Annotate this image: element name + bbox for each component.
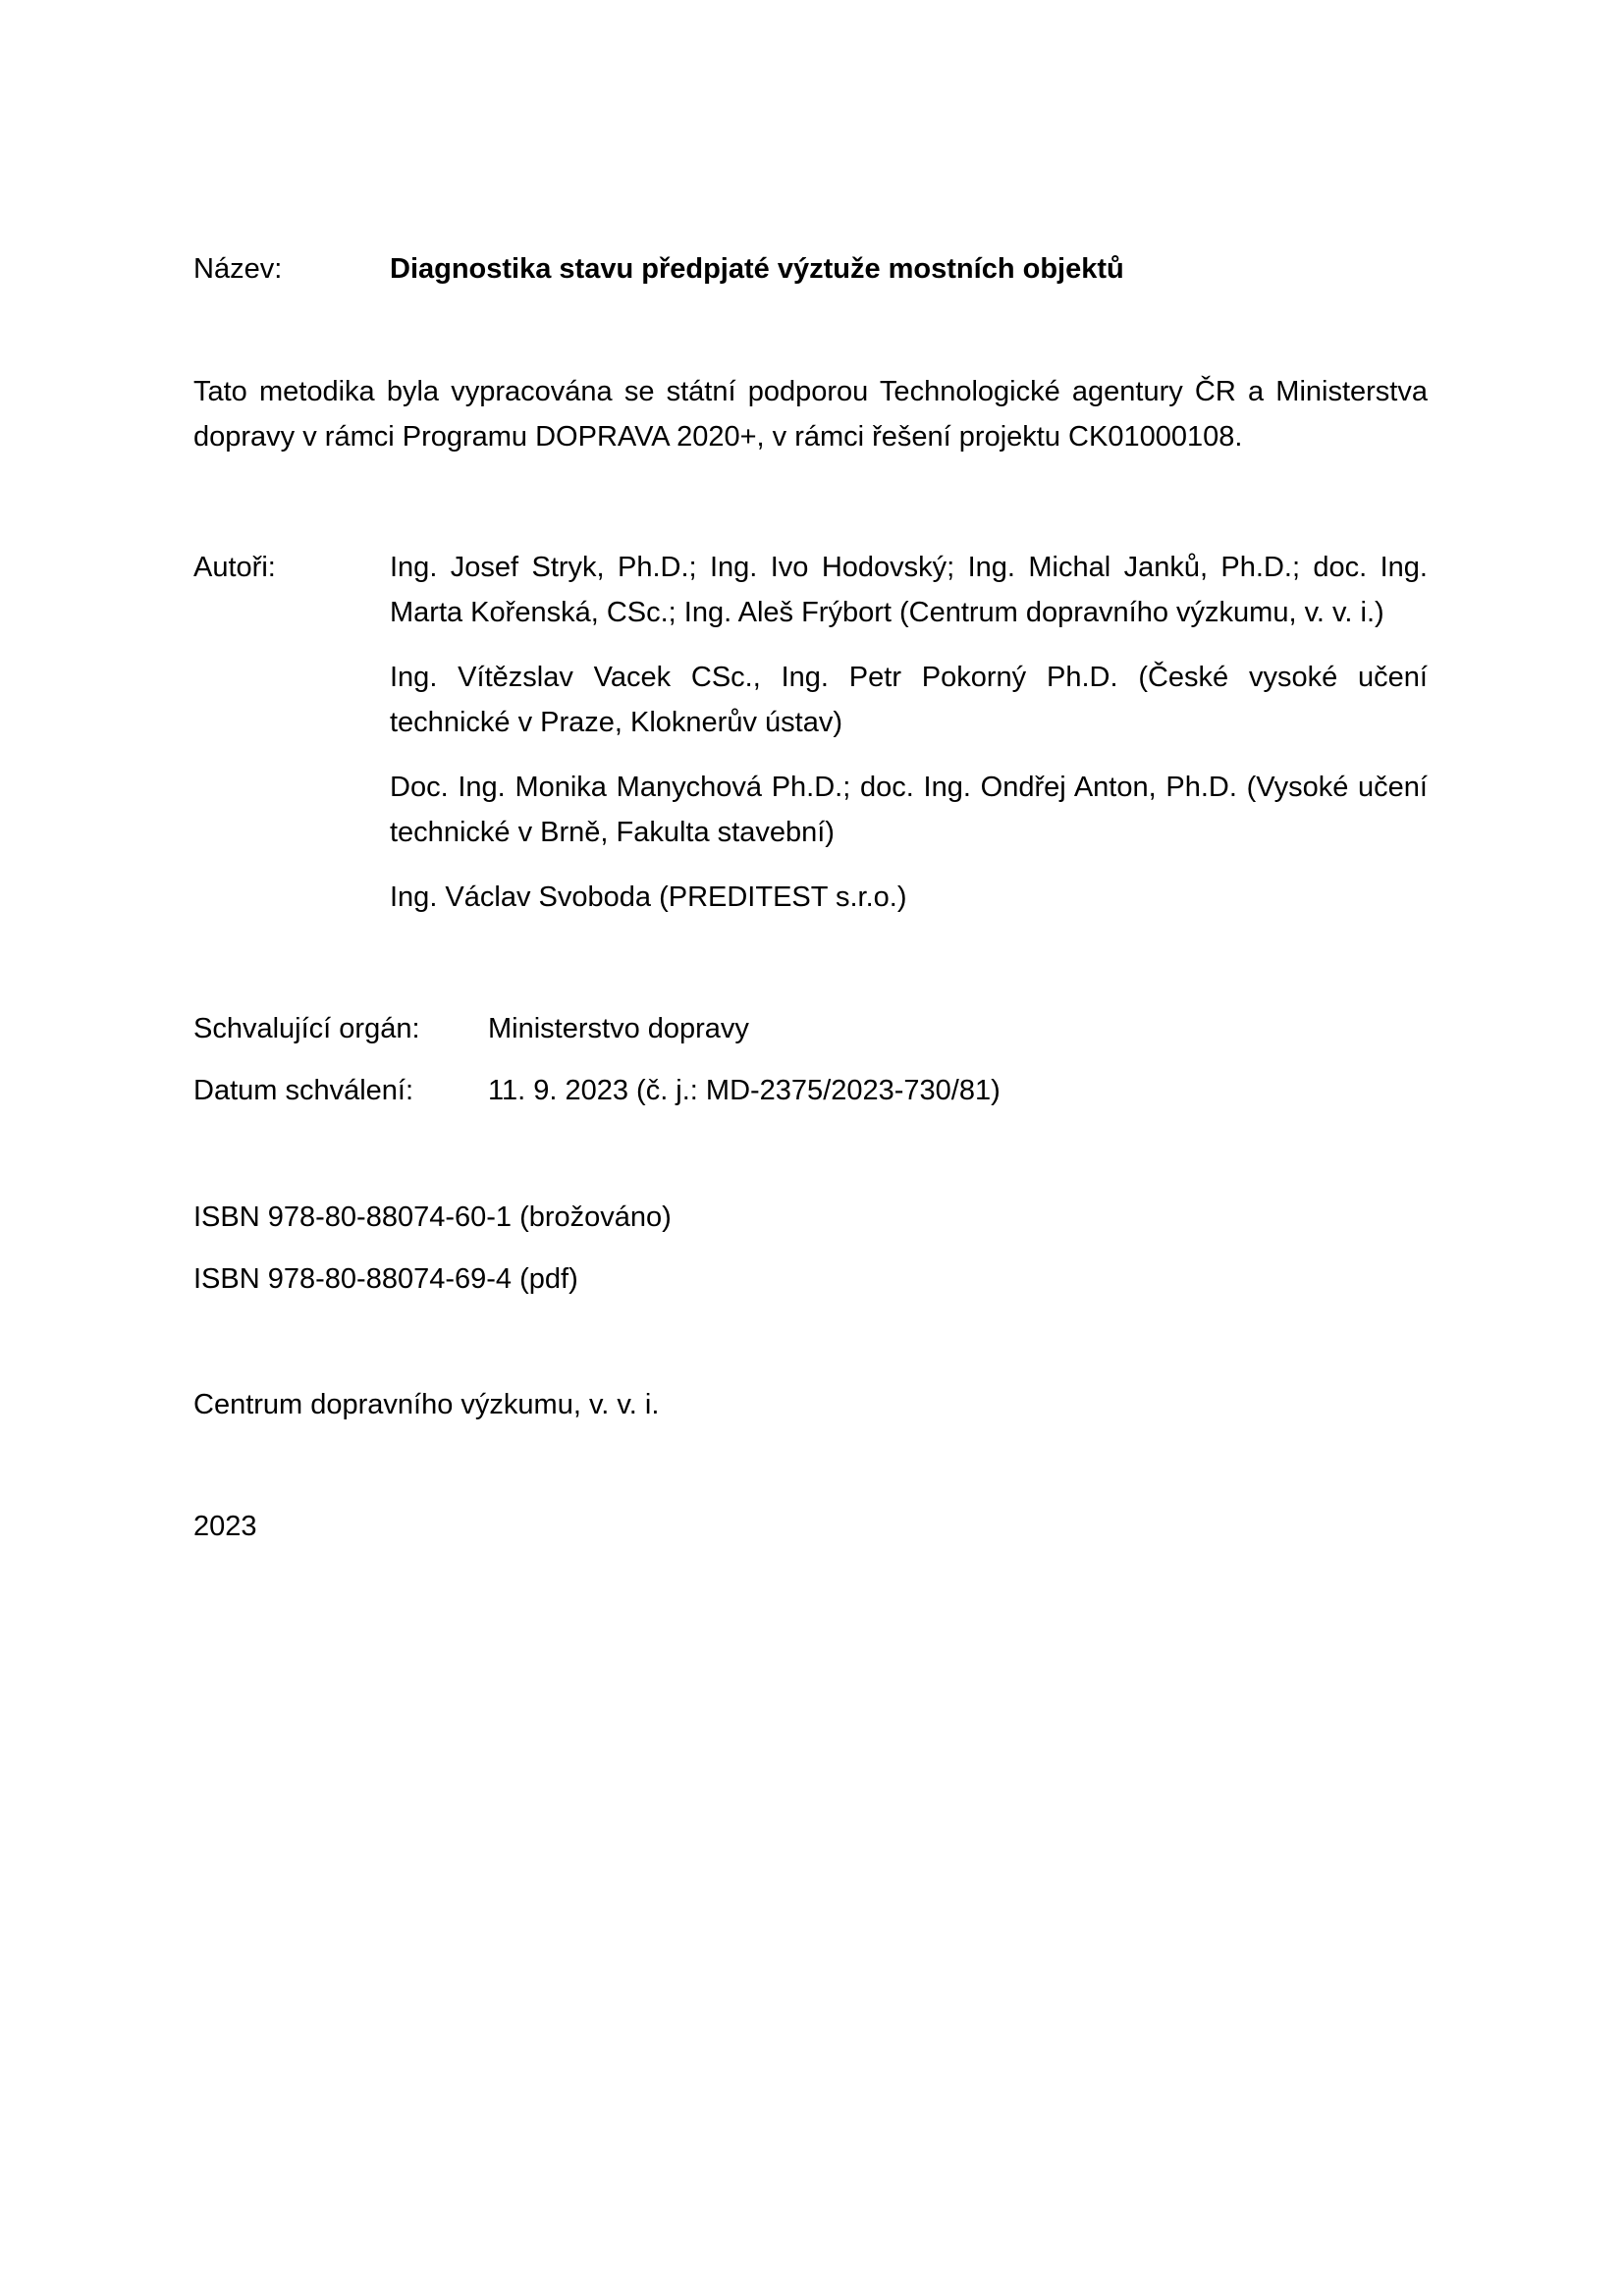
author-group: Doc. Ing. Monika Manychová Ph.D.; doc. Ing. Ondřej Anton, Ph.D. (Vysoké učení technické v Brně, Fakulta stavební) [390, 772, 1428, 848]
author-group: Ing. Václav Svoboda (PREDITEST s.r.o.) [390, 881, 907, 913]
publisher-line: Centrum dopravního výzkumu, v. v. i. [193, 1389, 660, 1420]
approval-authority-value: Ministerstvo dopravy [488, 1013, 749, 1044]
isbn-pdf-line: ISBN 978-80-88074-69-4 (pdf) [193, 1263, 578, 1295]
funding-paragraph: Tato metodika byla vypracována se státní podporou Technologické agentury ČR a Ministerstva dopravy v rámci Programu DOPRAVA 2020+, v rámci řešení projektu CK01000108. [193, 376, 1428, 453]
year-line: 2023 [193, 1511, 257, 1542]
approval-date-value: 11. 9. 2023 (č. j.: MD-2375/2023-730/81) [488, 1075, 1001, 1106]
isbn-print-line: ISBN 978-80-88074-60-1 (brožováno) [193, 1201, 672, 1233]
authors-row [193, 545, 1428, 920]
authors-list [390, 545, 1428, 920]
document-content [193, 246, 1428, 1549]
author-group: Ing. Josef Stryk, Ph.D.; Ing. Ivo Hodovský; Ing. Michal Janků, Ph.D.; doc. Ing. Marta Kořenská, CSc.; Ing. Aleš Frýbort (Centrum dopravního výzkumu, v. v. i.) [390, 552, 1428, 628]
approval-date-label: Datum schválení: [193, 1075, 414, 1106]
title-label: Název: [193, 253, 283, 285]
authors-label: Autoři: [193, 552, 276, 583]
approval-authority-label: Schvalující orgán: [193, 1013, 420, 1044]
author-group: Ing. Vítězslav Vacek CSc., Ing. Petr Pokorný Ph.D. (České vysoké učení technické v Praze, Kloknerův ústav) [390, 662, 1428, 738]
title-row [193, 246, 1428, 292]
approval-date-row [193, 1068, 1428, 1113]
document-title: Diagnostika stavu předpjaté výztuže mostních objektů [390, 253, 1124, 285]
approval-authority-row [193, 1006, 1428, 1051]
